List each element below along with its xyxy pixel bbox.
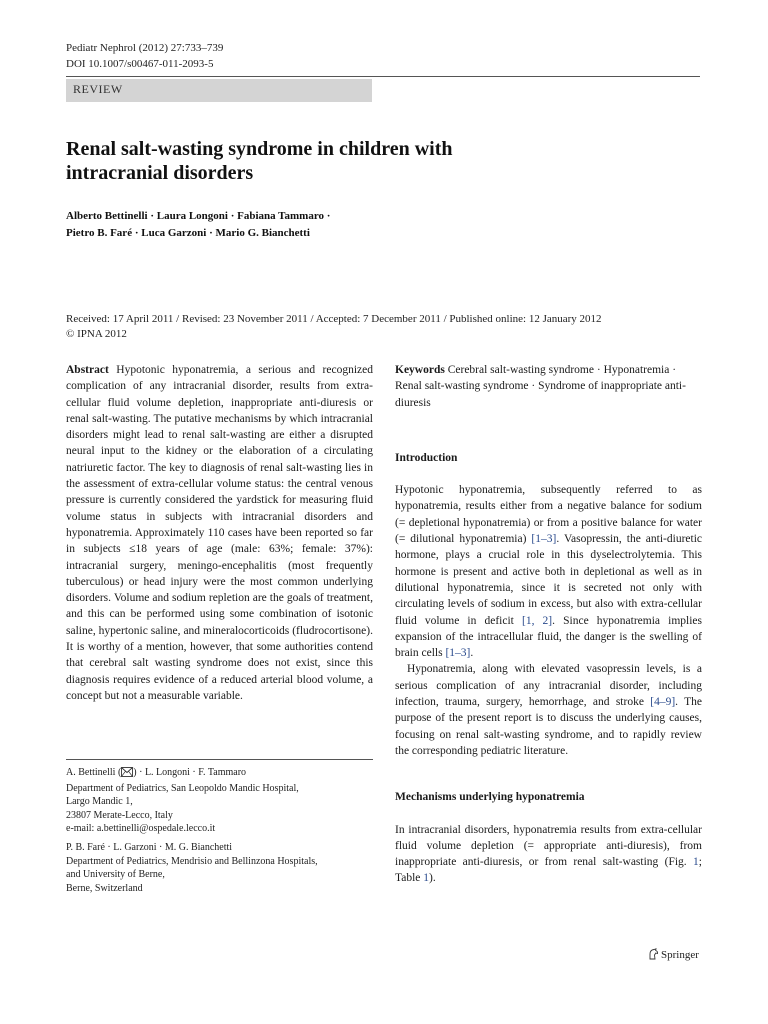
publication-history (66, 312, 700, 342)
author-line-1: Alberto Bettinelli · Laura Longoni · Fabiana Tammaro · (66, 210, 331, 222)
footnote-rule (66, 759, 373, 760)
affiliation-1-dept: Department of Pediatrics, San Leopoldo Mandic Hospital, (66, 782, 299, 794)
abstract-section (66, 362, 373, 704)
keywords-label: Keywords (395, 364, 445, 376)
article-type-banner (66, 79, 372, 102)
affiliation-2 (66, 841, 373, 895)
keywords-text: Cerebral salt-wasting syndrome · Hyponatremia · Renal salt-wasting syndrome · Syndrome of inappropriate anti-diuresis (395, 364, 686, 409)
journal-citation: Pediatr Nephrol (2012) 27:733–739 (66, 42, 224, 54)
introduction-heading: Introduction (395, 451, 458, 464)
envelope-icon[interactable] (121, 767, 133, 782)
keywords (395, 362, 702, 411)
affiliation-2-univ: and University of Berne, (66, 869, 165, 880)
affiliation-2-names: P. B. Faré · L. Garzoni · M. G. Bianchetti (66, 842, 233, 853)
affiliation-2-city: Berne, Switzerland (66, 882, 143, 894)
affiliation-1-names: A. Bettinelli ( ) · L. Longoni · F. Tammaro (66, 766, 373, 782)
author-list (66, 208, 626, 242)
abstract-label: Abstract (66, 364, 109, 376)
right-column (395, 362, 702, 887)
affiliation-1-email[interactable]: e-mail: a.bettinelli@ospedale.lecco.it (66, 823, 216, 834)
author-line-2: Pietro B. Faré · Luca Garzoni · Mario G. Bianchetti (66, 227, 310, 239)
table-link[interactable]: 1 (423, 872, 430, 885)
copyright: © IPNA 2012 (66, 328, 127, 340)
article-type-label: REVIEW (73, 82, 123, 96)
publisher-mark (648, 947, 699, 965)
introduction-paragraph-2: Hyponatremia, along with elevated vasopressin levels, is a serious complication of any intracranial disorder, including infection, trauma, surgery, hemorrhage, and stroke [4–9]. The purpose of the present report is to discuss the underlying causes, focusing on renal salt-wasting syndrome, and to rapidly review the corresponding pediatric literature. (395, 663, 702, 757)
history-dates: Received: 17 April 2011 / Revised: 23 November 2011 / Accepted: 7 December 2011 / Published online: 12 January 2012 (66, 313, 602, 325)
citation-link[interactable]: [4–9] (650, 696, 676, 709)
citation-link[interactable]: [1–3] (445, 647, 471, 660)
publisher-name: Springer (661, 949, 699, 961)
abstract-text: Hypotonic hyponatremia, a serious and recognized complication of any intracranial disorder, results from extra-cellular fluid volume depletion, inappropriate anti-diuresis or renal salt-wasting. The putative mechanisms by which intracranial disorders might lead to renal salt-wasting are either a disrupted neural input to the kidney or the elaboration of a circulating natriuretic factor. The key to diagnosis of renal salt-wasting lies in the assessment of extra-cellular volume status: the central venous pressure is currently considered the yardstick for measuring fluid volume status in subjects with intracranial disorders and hyponatremia. Approximately 110 cases have been reported so far in subjects ≤18 years of age (male: 63%; female: 37%): intracranial surgery, meningo-encephalitis (most frequently tuberculous) or head injury were the most common underlying disorders. Volume and sodium repletion are the goals of treatment, and this can be performed using some combination of isotonic saline, hypertonic saline, and mineralocorticoids (fludrocortisone). It is worthy of a mention, however, that some authorities contend that cerebral salt wasting syndrome does not exist, since this diagnosis requires evidence of a reduced arterial blood volume, a concept but not a measurable variable. (66, 364, 373, 702)
affiliation-2-dept: Department of Pediatrics, Mendrisio and Bellinzona Hospitals, (66, 855, 318, 867)
figure-link[interactable]: 1 (693, 856, 699, 869)
affiliation-1 (66, 766, 373, 836)
citation-link[interactable]: [1, 2] (521, 614, 553, 627)
affiliation-1-street: Largo Mandic 1, (66, 796, 133, 807)
mechanisms-paragraph-1: In intracranial disorders, hyponatremia results from extra-cellular fluid volume depletion (= appropriate anti-diuresis), from inappropriate anti-diuresis, or from renal salt-wasting (Fig. 1; Table 1). (395, 823, 702, 885)
citation-link[interactable]: [1–3] (531, 533, 557, 546)
affiliation-1-city: 23807 Merate-Lecco, Italy (66, 809, 173, 821)
springer-horse-icon (648, 948, 659, 965)
journal-header (66, 40, 223, 72)
mechanisms-heading: Mechanisms underlying hyponatremia (395, 791, 585, 804)
introduction-paragraph-1: Hypotonic hyponatremia, subsequently referred to as hyponatremia, results either from a negative balance for sodium (= depletional hyponatremia) or from a positive balance for water (= dilutional hyponatremia) [1–3]. Vasopressin, the anti-diuretic hormone, plays a crucial role in this dyselectrolytemia. This hormone is present and active both in depletional as well as in dilutional hyponatremia, since it is secreted not only with circulating levels of sodium in excess, but also with extra-cellular fluid volume in deficit [1, 2]. Since hyponatremia implies expansion of the intracellular fluid, the danger is the swelling of brain cells [1–3]. (395, 484, 703, 660)
header-rule (66, 76, 700, 77)
article-title: Renal salt-wasting syndrome in children with intracranial disorders (66, 138, 453, 184)
doi[interactable]: DOI 10.1007/s00467-011-2093-5 (66, 58, 214, 70)
